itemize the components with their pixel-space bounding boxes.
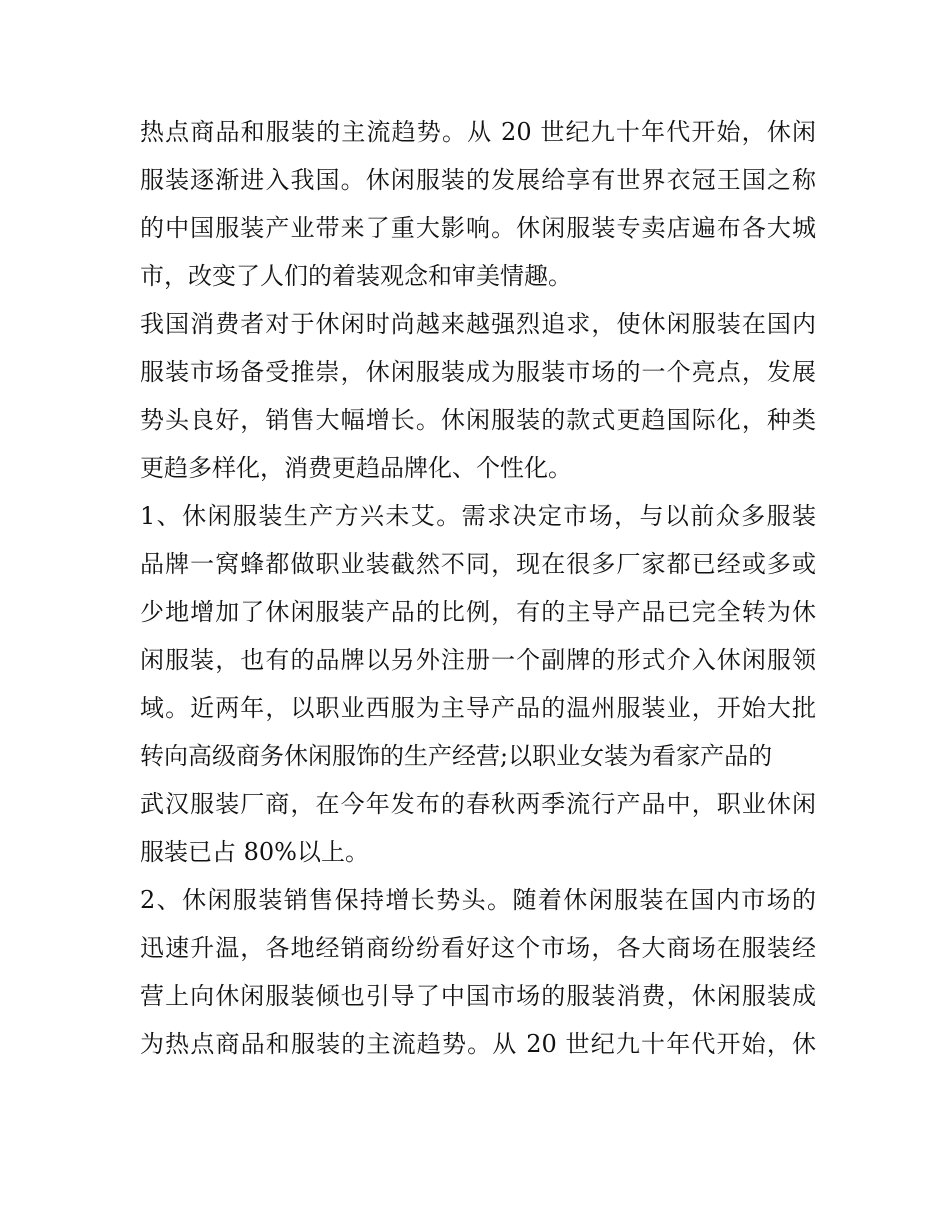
- text-line: 我国消费者对于休闲时尚越来越强烈追求，使休闲服装在国内: [140, 310, 816, 338]
- text-line: 服装已占 80%以上。: [140, 838, 369, 866]
- text-line: 为热点商品和服装的主流趋势。从 20 世纪九十年代开始，休: [140, 1030, 816, 1058]
- text-line: 服装市场备受推崇，休闲服装成为服装市场的一个亮点，发展: [140, 358, 816, 386]
- text-line: 营上向休闲服装倾也引导了中国市场的服装消费，休闲服装成: [140, 982, 816, 1010]
- text-line: 热点商品和服装的主流趋势。从 20 世纪九十年代开始，休闲: [140, 118, 816, 146]
- text-line: 少地增加了休闲服装产品的比例，有的主导产品已完全转为休: [140, 598, 816, 626]
- text-line: 2、休闲服装销售保持增长势头。随着休闲服装在国内市场的: [140, 886, 816, 914]
- text-line: 势头良好，销售大幅增长。休闲服装的款式更趋国际化，种类: [140, 406, 816, 434]
- document-body: [140, 108, 816, 1068]
- paragraph-1: [140, 108, 816, 300]
- text-line: 服装逐渐进入我国。休闲服装的发展给享有世界衣冠王国之称: [140, 166, 816, 194]
- text-line: 1、休闲服装生产方兴未艾。需求决定市场，与以前众多服装: [140, 502, 816, 530]
- text-line: 转向高级商务休闲服饰的生产经营;以职业女装为看家产品的: [140, 742, 773, 770]
- text-line: 武汉服装厂商，在今年发布的春秋两季流行产品中，职业休闲: [140, 790, 816, 818]
- paragraph-3: [140, 492, 816, 876]
- text-line: 域。近两年，以职业西服为主导产品的温州服装业，开始大批: [140, 694, 816, 722]
- text-line: 迅速升温，各地经销商纷纷看好这个市场，各大商场在服装经: [140, 934, 816, 962]
- text-line: 品牌一窝蜂都做职业装截然不同，现在很多厂家都已经或多或: [140, 550, 816, 578]
- text-line: 更趋多样化，消费更趋品牌化、个性化。: [140, 454, 572, 482]
- paragraph-2: [140, 300, 816, 492]
- paragraph-4: [140, 876, 816, 1068]
- text-line: 的中国服装产业带来了重大影响。休闲服装专卖店遍布各大城: [140, 214, 816, 242]
- text-line: 闲服装，也有的品牌以另外注册一个副牌的形式介入休闲服领: [140, 646, 816, 674]
- text-line: 市，改变了人们的着装观念和审美情趣。: [140, 262, 572, 290]
